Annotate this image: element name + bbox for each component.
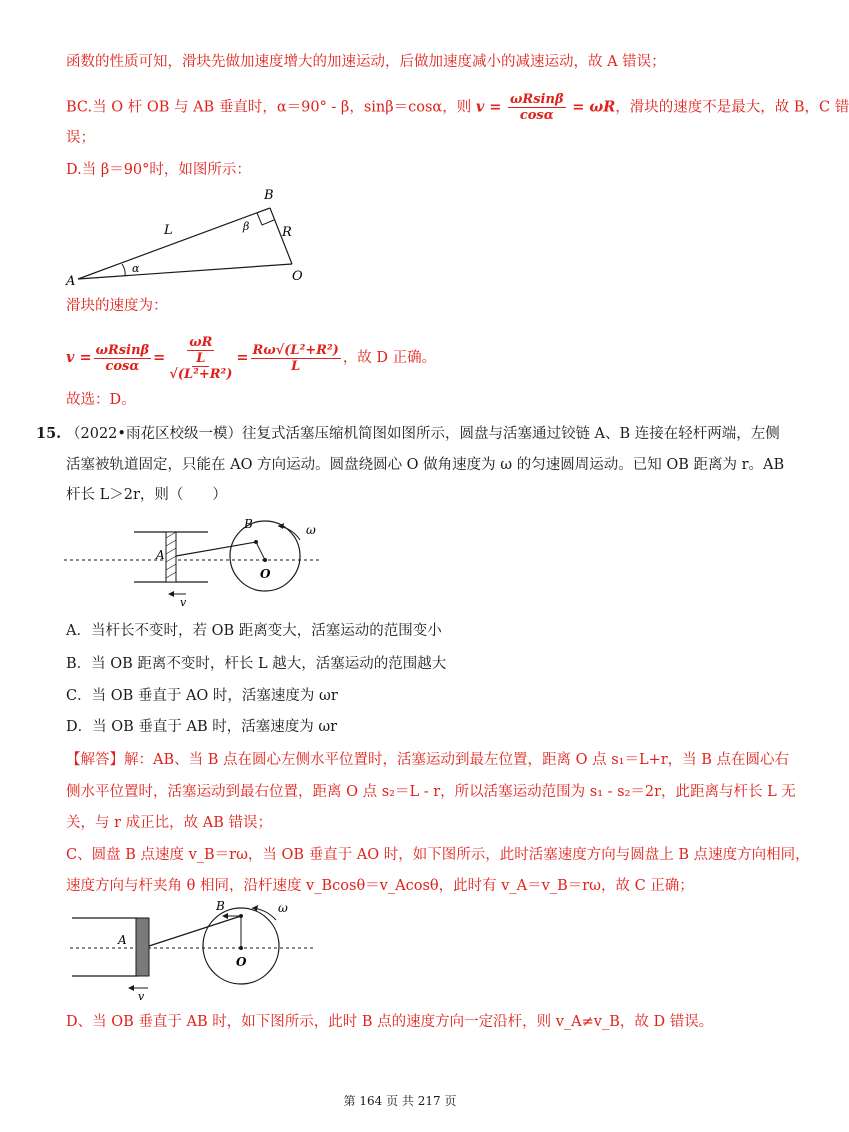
formula-tail: ，故 D 正确。 — [342, 350, 437, 366]
label-a: A — [66, 274, 76, 289]
triangle-figure — [60, 184, 320, 290]
analysis-line-3: 误； — [66, 130, 95, 146]
analysis-line-1: 函数的性质可知，滑块先做加速度增大的加速运动，后做加速度减小的减速运动，故 A 错误； — [66, 54, 666, 70]
option-a: A．当杆长不变时，若 OB 距离变大，活塞运动的范围变小 — [66, 623, 442, 639]
fig2-label-o: O — [260, 567, 271, 581]
velocity-arrow-head-2-icon — [128, 985, 134, 991]
analysis-line-5: 滑块的速度为： — [66, 298, 168, 314]
formula-f2-den-top: L — [192, 351, 209, 367]
equals-omega-r: = ωR — [572, 98, 616, 116]
formula-fraction-3 — [251, 343, 341, 374]
solution-line-3: 关，与 r 成正比，故 AB 错误； — [66, 815, 272, 831]
question-number: 15. — [36, 425, 62, 442]
side-ao — [78, 264, 292, 279]
analysis-line-2 — [66, 92, 849, 123]
rod-ab — [176, 542, 256, 556]
question-line-3: 杆长 L＞2r，则（ ） — [66, 487, 227, 503]
analysis-line-2-text: BC.当 O 杆 OB 与 AB 垂直时，α＝90° - β，sinβ＝cosα，则 — [66, 99, 472, 116]
formula-f1-denominator: cosα — [105, 358, 140, 374]
question-line-1: （2022•雨花区校级一模）往复式活塞压缩机简图如图所示，圆盘与活塞通过铰链 A、B 连接在轻杆两端，左侧 — [66, 426, 780, 442]
velocity-symbol: v = — [475, 98, 502, 116]
solution-line-6: D、当 OB 垂直于 AB 时，如下图所示，此时 B 点的速度方向一定沿杆，则 v_A≠v_B，故 D 错误。 — [66, 1014, 714, 1030]
solution-line-2: 侧水平位置时，活塞运动到最右位置，距离 O 点 s₂＝L - r，所以活塞运动范围为 s₁ - s₂＝2r，此距离与杆长 L 无 — [66, 784, 796, 800]
fig3-label-v: v — [138, 990, 145, 1003]
question-line-2: 活塞被轨道固定，只能在 AO 方向运动。圆盘绕圆心 O 做角速度为 ω 的匀速圆周运动。已知 OB 距离为 r。AB — [66, 457, 785, 473]
compressor-figure-2 — [66, 896, 326, 1002]
formula-f3-numerator: Rω√(L²+R²) — [252, 342, 339, 358]
solution-tag: 【解答】 — [66, 752, 124, 768]
fig2-label-omega: ω — [306, 523, 316, 537]
center-o — [263, 558, 267, 562]
formula-f2-denominator — [167, 351, 234, 382]
page-footer: 第 164 页 共 217 页 — [343, 1094, 457, 1108]
label-b: B — [264, 188, 274, 203]
fraction-numerator: ωRsinβ — [510, 92, 564, 107]
right-angle-mark — [257, 213, 274, 225]
label-alpha: α — [132, 262, 140, 275]
label-r: R — [282, 225, 292, 240]
rod-ab-2 — [149, 916, 241, 946]
formula-fraction-1 — [94, 343, 152, 374]
piston-2 — [136, 918, 149, 976]
compressor-figure — [60, 512, 330, 612]
option-d: D．当 OB 垂直于 AB 时，活塞速度为 ωr — [66, 719, 338, 735]
option-b: B．当 OB 距离不变时，杆长 L 越大，活塞运动的范围越大 — [66, 656, 447, 672]
omega-arc — [278, 526, 300, 540]
fraction-omega-r-sin-beta — [508, 92, 566, 123]
fig3-label-omega: ω — [278, 901, 288, 915]
side-ab — [78, 208, 270, 279]
radius-ob — [256, 542, 265, 560]
alpha-arc — [122, 264, 125, 276]
formula-f1-numerator: ωRsinβ — [95, 342, 150, 358]
formula-f2-den-bottom: √(L²+R²) — [169, 366, 233, 382]
label-beta: β — [243, 220, 250, 233]
label-o: O — [292, 269, 303, 284]
fig3-label-b: B — [216, 899, 225, 913]
fig2-label-a: A — [156, 548, 165, 562]
fig3-label-o: O — [236, 955, 247, 969]
formula-v: v = — [66, 349, 92, 366]
solution-line-5: 速度方向与杆夹角 θ 相同，沿杆速度 v_Bcosθ＝v_Acosθ，此时有 v_A＝v_B＝rω，故 C 正确； — [66, 878, 694, 894]
analysis-line-2-tail: ，滑块的速度不是最大，故 B，C 错 — [615, 99, 849, 116]
formula-eq-2: = — [236, 349, 249, 366]
fraction-denominator: cosα — [519, 108, 554, 123]
center-o-2 — [239, 946, 243, 950]
formula-fraction-2 — [167, 335, 234, 382]
fig2-label-v: v — [180, 596, 187, 609]
solution-line-1 — [66, 750, 789, 770]
label-l: L — [164, 223, 173, 238]
formula-eq-1: = — [153, 349, 166, 366]
fig3-label-a: A — [118, 933, 127, 947]
solution-line-4: C、圆盘 B 点速度 v_B＝rω，当 OB 垂直于 AO 时，如下图所示，此时活塞速度方向与圆盘上 B 点速度方向相同， — [66, 847, 810, 863]
solution-line-1-text: 解：AB、当 B 点在圆心左侧水平位置时，活塞运动到最左位置，距离 O 点 s₁＝L+r，当 B 点在圆心右 — [124, 752, 790, 768]
analysis-line-6: 故选：D。 — [66, 392, 136, 408]
fig2-label-b: B — [244, 517, 253, 531]
formula-f2-numerator: ωR — [189, 334, 213, 350]
hinge-b — [254, 540, 258, 544]
analysis-line-4: D.当 β＝90°时，如图所示： — [66, 162, 251, 178]
velocity-formula — [66, 330, 436, 386]
option-c: C．当 OB 垂直于 AO 时，活塞速度为 ωr — [66, 688, 338, 704]
velocity-arrow-head-icon — [168, 591, 174, 597]
vb-arrow-head-icon — [222, 913, 228, 919]
formula-f3-denominator: L — [291, 358, 301, 374]
